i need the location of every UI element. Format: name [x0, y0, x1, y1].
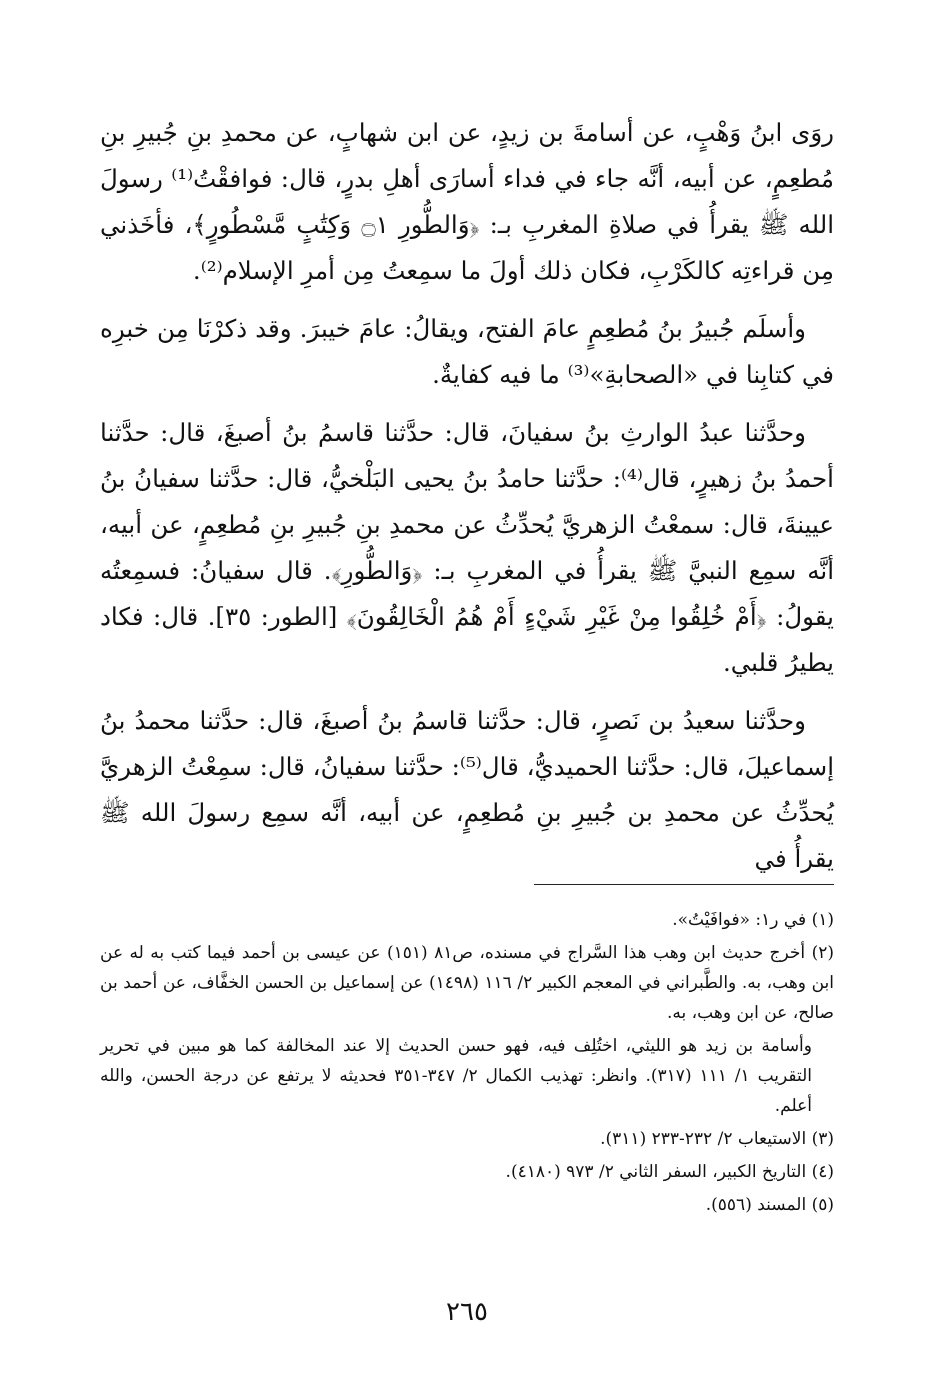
main-text — [100, 110, 834, 894]
footnote: (٢) أخرج حديث ابن وهب هذا السَّراج في مسنده، ص٨١ (١٥١) عن عيسى بن أحمد فيما كتب به له عن ابن وهب، به. والطَّبراني في المعجم الكبير ٢/ ١١٦ (١٤٩٨) عن إسماعيل بن الحسن الخفَّاف، عن أحمد بن صالح، عن ابن وهب، به. — [100, 943, 834, 1023]
paragraph: وحدَّثنا سعيدُ بن نَصرٍ، قال: حدَّثنا قاسمُ بنُ أصبغَ، قال: حدَّثنا محمدُ بنُ إسماعيلَ، قال: حدَّثنا الحميديُّ، قال⁽⁵⁾: حدَّثنا سفيانُ، قال: سمِعْتُ الزهريَّ يُحدِّثُ عن محمدِ بن جُبيرِ بنِ مُطعِمٍ، عن أبيه، أنَّه سمِع رسولَ الله ﷺ يقرأُ في — [100, 706, 834, 873]
footnote: (٤) التاريخ الكبير، السفر الثاني ٢/ ٩٧٣ (٤١٨٠). — [505, 1162, 834, 1182]
paragraph: وأسلَم جُبيرُ بنُ مُطعِمٍ عامَ الفتح، ويقالُ: عامَ خيبرَ. وقد ذكرْنَا مِن خبرِه في كتابِنا في «الصحابةِ»⁽³⁾ ما فيه كفايةٌ. — [100, 314, 834, 389]
footnote: (٥) المسند (٥٥٦). — [705, 1195, 834, 1215]
footnotes — [100, 905, 834, 1223]
footnote: (٣) الاستيعاب ٢/ ٢٣٢-٢٣٣ (٣١١). — [600, 1129, 834, 1149]
footnote: (١) في ر١: «فوافَيْتُ». — [672, 910, 834, 930]
paragraph: روَى ابنُ وَهْبٍ، عن أسامةَ بن زيدٍ، عن ابن شهابٍ، عن محمدِ بنِ جُبيرِ بنِ مُطعِمٍ، عن أبيه، أنَّه جاء في فداء أسارَى أهلِ بدرٍ، قال: فوافقْتُ⁽¹⁾ رسولَ الله ﷺ يقرأُ في صلاةِ المغربِ بـ: ﴿وَالطُّورِ ۝١ وَكِتَٰبٍ مَّسْطُورٍ﴾، فأخَذني مِن قراءتِه كالكَرْبِ، فكان ذلك أولَ ما سمِعتُ مِن أمرِ الإسلام⁽²⁾. — [100, 118, 835, 285]
paragraph: وحدَّثنا عبدُ الوارثِ بنُ سفيانَ، قال: حدَّثنا قاسمُ بنُ أصبغَ، قال: حدَّثنا أحمدُ بنُ زهيرٍ، قال⁽⁴⁾: حدَّثنا حامدُ بنُ يحيى البَلْخيُّ، قال: حدَّثنا سفيانُ بنُ عيينةَ، قال: سمعْتُ الزهريَّ يُحدِّثُ عن محمدِ بنِ جُبيرِ بنِ مُطعِمٍ، عن أبيه، أنَّه سمِع النبيَّ ﷺ يقرأُ في المغربِ بـ: ﴿وَالطُّورِ﴾. قال سفيانُ: فسمِعتُه يقولُ: ﴿أَمْ خُلِقُوا مِنْ غَيْرِ شَيْءٍ أَمْ هُمُ الْخَالِقُونَ﴾ [الطور: ٣٥]. قال: فكاد يطيرُ قلبي. — [100, 418, 834, 677]
page-number: ٢٦٥ — [446, 1297, 488, 1327]
footnote-continuation: وأسامة بن زيد هو الليثي، اختُلِف فيه، فهو حسن الحديث إلا عند المخالفة كما هو مبين في تحرير التقريب ١/ ١١١ (٣١٧). وانظر: تهذيب الكمال ٢/ ٣٤٧-٣٥١ فحديثه لا يرتفع عن درجة الحسن، والله أعلم. — [100, 1036, 813, 1116]
footnote-divider — [534, 884, 834, 885]
